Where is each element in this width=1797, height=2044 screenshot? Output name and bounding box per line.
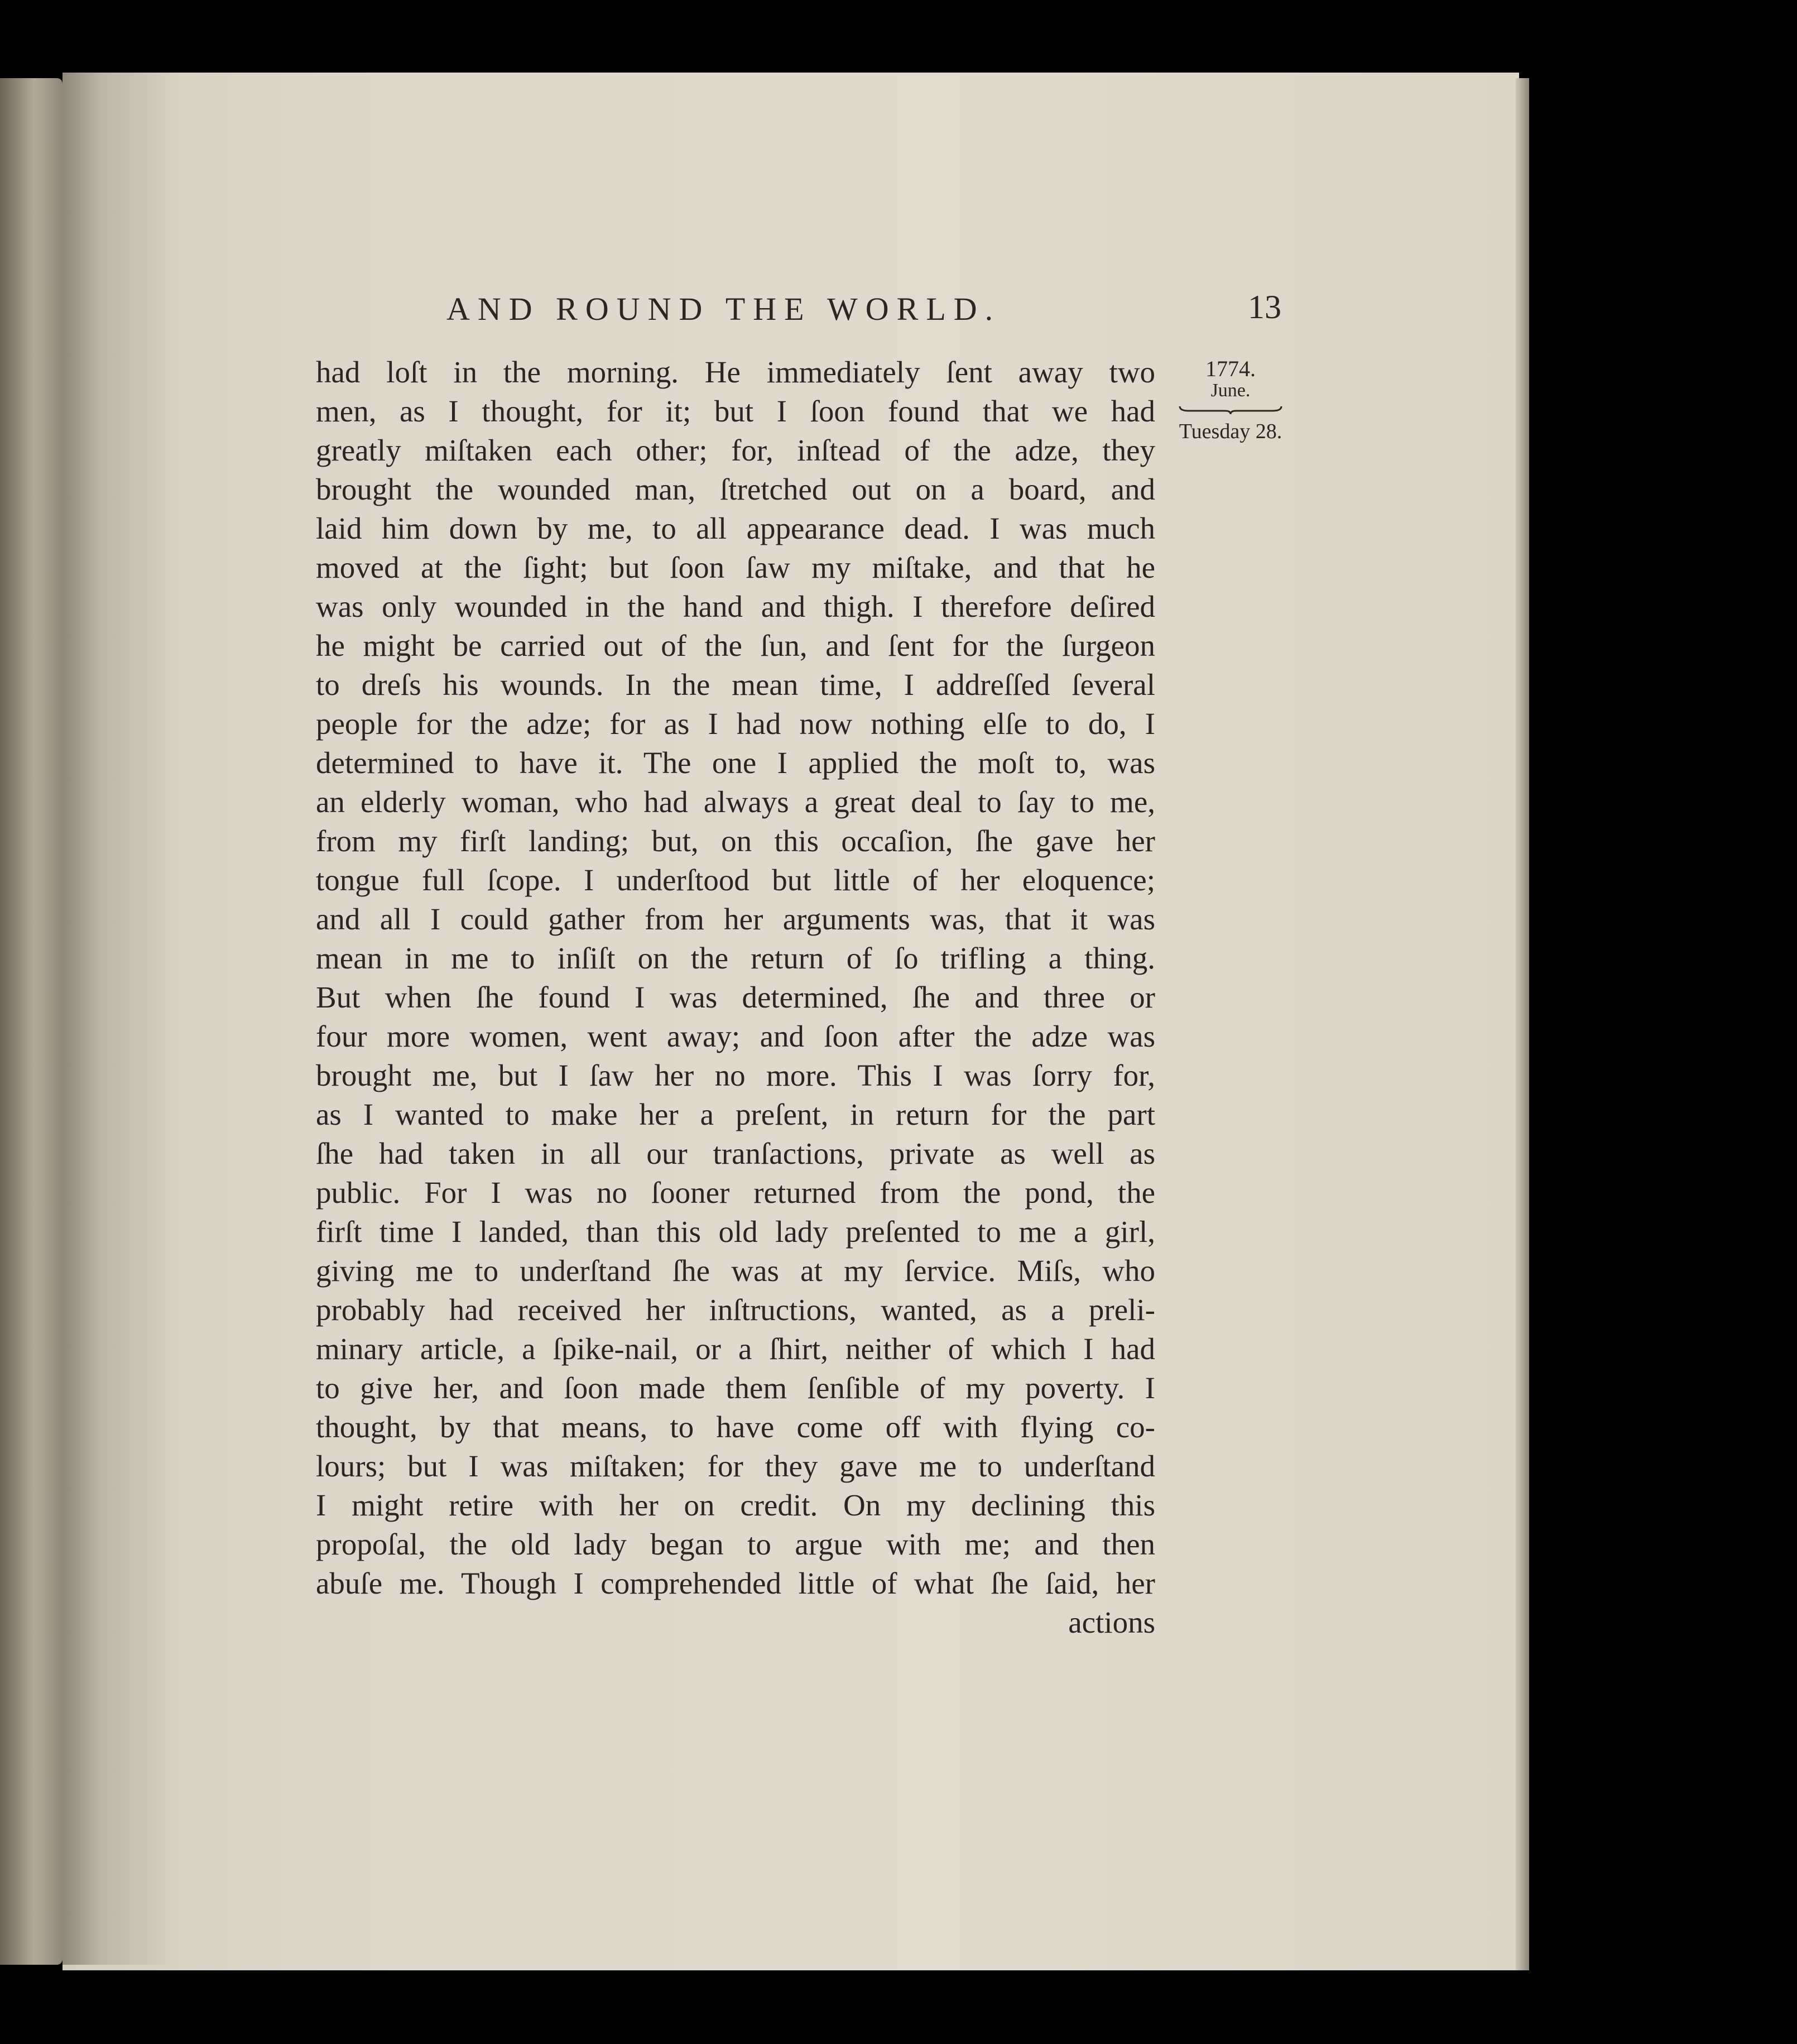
margin-day: Tuesday 28. (1179, 420, 1282, 443)
margin-year: 1774. (1205, 356, 1256, 381)
text-line: thought, by that means, to have come off with flying co- (316, 1410, 1155, 1444)
text-line: moved at the ſight; but ſoon ſaw my miſtake, and that he (316, 550, 1155, 584)
text-line: giving me to underſtand ſhe was at my ſervice. Miſs, who (316, 1254, 1155, 1288)
text-line: four more women, went away; and ſoon after the adze was (316, 1019, 1155, 1053)
text-line: tongue full ſcope. I underſtood but little of her eloquence; (316, 863, 1155, 897)
text-line: But when ſhe found I was determined, ſhe and three or (316, 980, 1155, 1014)
text-line: propoſal, the old lady began to argue with me; and then (316, 1527, 1155, 1561)
text-line: had loſt in the morning. He immediately ſent away two (316, 355, 1155, 389)
text-line: public. For I was no ſooner returned from the pond, the (316, 1175, 1155, 1210)
text-line: firſt time I landed, than this old lady preſented to me a girl, (316, 1215, 1155, 1249)
text-line: I might retire with her on credit. On my declining this (316, 1488, 1155, 1522)
catchword: actions (1068, 1605, 1155, 1639)
horizontal-brace-icon (1178, 404, 1284, 415)
page-edge-right (1516, 78, 1529, 1970)
text-line: to dreſs his wounds. In the mean time, I addreſſed ſeveral (316, 668, 1155, 702)
text-line: laid him down by me, to all appearance dead. I was much (316, 511, 1155, 545)
text-line: an elderly woman, who had always a great deal to ſay to me, (316, 785, 1155, 819)
text-line: brought me, but I ſaw her no more. This I was ſorry for, (316, 1058, 1155, 1092)
text-line: as I wanted to make her a preſent, in return for the part (316, 1097, 1155, 1131)
text-line: ſhe had taken in all our tranſactions, private as well as (316, 1136, 1155, 1170)
text-line: to give her, and ſoon made them ſenſible of my poverty. I (316, 1371, 1155, 1405)
left-page-edge (0, 78, 63, 1965)
text-line: lours; but I was miſtaken; for they gave me to underſtand (316, 1449, 1155, 1483)
text-line: brought the wounded man, ſtretched out on a board, and (316, 472, 1155, 506)
text-line: determined to have it. The one I applied the moſt to, was (316, 746, 1155, 780)
text-line: greatly miſtaken each other; for, inſtead of the adze, they (316, 433, 1155, 467)
text-line: was only wounded in the hand and thigh. I therefore deſired (316, 589, 1155, 623)
body-text (316, 353, 1155, 1642)
text-line: and all I could gather from her arguments was, that it was (316, 902, 1155, 936)
text-line: he might be carried out of the ſun, and ſent for the ſurgeon (316, 628, 1155, 663)
text-line: mean in me to inſiſt on the return of ſo trifling a thing. (316, 941, 1155, 975)
margin-date-note (1161, 357, 1300, 443)
text-line: from my firſt landing; but, on this occaſion, ſhe gave her (316, 824, 1155, 858)
text-line: probably had received her inſtructions, wanted, as a preli- (316, 1293, 1155, 1327)
running-head: AND ROUND THE WORLD. (446, 291, 1001, 327)
page-number: 13 (1248, 289, 1281, 325)
text-line: people for the adze; for as I had now nothing elſe to do, I (316, 707, 1155, 741)
text-line: abuſe me. Though I comprehended little of what ſhe ſaid, her (316, 1566, 1155, 1600)
text-line: men, as I thought, for it; but I ſoon found that we had (316, 394, 1155, 428)
text-line: minary article, a ſpike-nail, or a ſhirt, neither of which I had (316, 1332, 1155, 1366)
margin-month: June. (1210, 380, 1251, 401)
